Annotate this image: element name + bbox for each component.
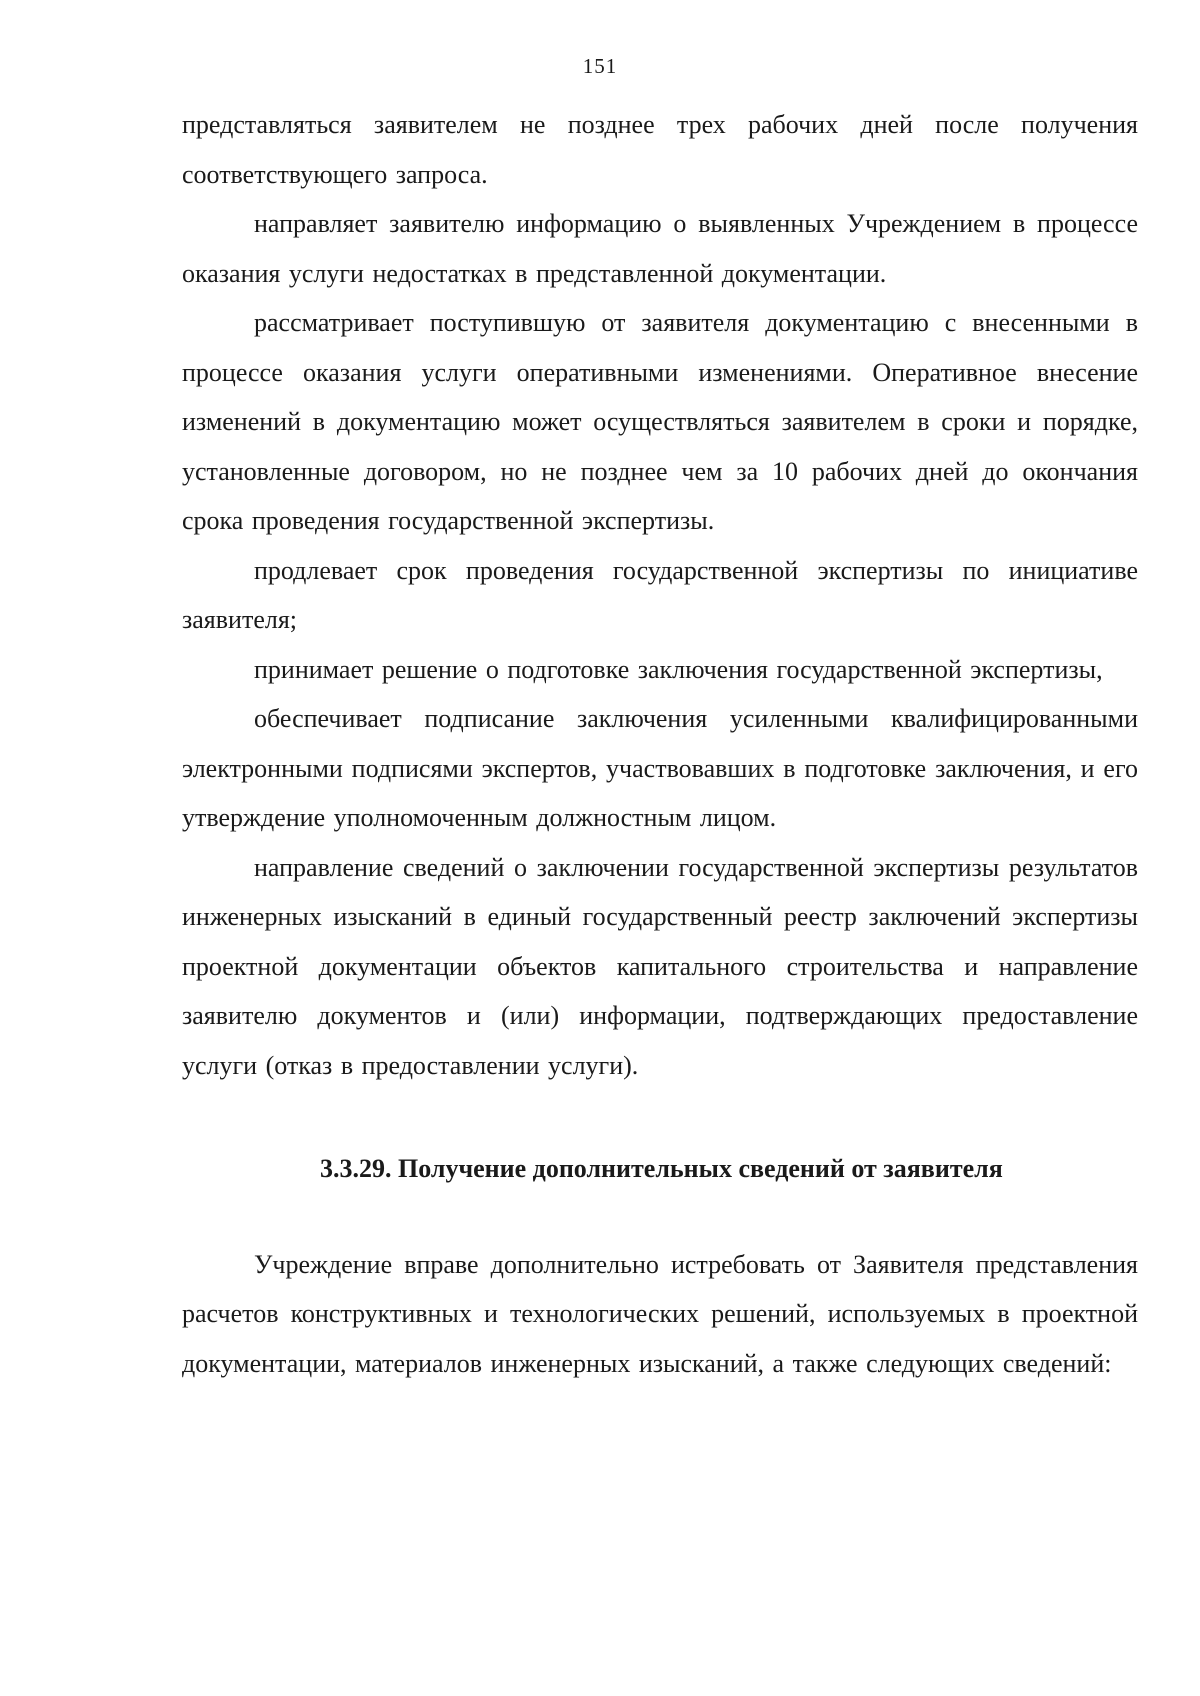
- paragraph-additional-info: Учреждение вправе дополнительно истребовать от Заявителя представления расчетов конструктивных и технологических решений, используемых в проектной документации, материалов инженерных изысканий, а также следующих сведений:: [182, 1249, 1138, 1378]
- paragraph-registry: направление сведений о заключении государственной экспертизы результатов инженерных изысканий в единый государственный реестр заключений экспертизы проектной документации объектов капитального строительства и направление заявителю документов и (или) информации, подтверждающих предоставление услуги (отказ в предоставлении услуги).: [182, 852, 1138, 1080]
- paragraph-reviews-documentation: рассматривает поступившую от заявителя документацию с внесенными в процессе оказания услуги оперативными изменениями. Оперативное внесение изменений в документацию может осуществляться заявителем в сроки и порядке, установленные договором, но не позднее чем за 10 рабочих дней до окончания срока проведения государственной экспертизы.: [182, 308, 1138, 535]
- paragraph-extends-term: продлевает срок проведения государственной экспертизы по инициативе заявителя;: [182, 555, 1138, 634]
- paragraph-signing: обеспечивает подписание заключения усиленными квалифицированными электронными подписями экспертов, участвовавших в подготовке заключения, и его утверждение уполномоченным должностным лицом.: [182, 704, 1138, 832]
- paragraph-decision: принимает решение о подготовке заключения государственной экспертизы,: [254, 654, 1103, 684]
- paragraph-sends-info: направляет заявителю информацию о выявленных Учреждением в процессе оказания услуги недостатках в представленной документации.: [182, 209, 1138, 288]
- page-number: 151: [582, 54, 618, 78]
- paragraph-continuation: представляться заявителем не позднее трех рабочих дней после получения соответствующего запроса.: [182, 110, 1138, 189]
- section-heading: 3.3.29. Получение дополнительных сведений от заявителя: [320, 1154, 1003, 1183]
- body-text: [182, 100, 1138, 1388]
